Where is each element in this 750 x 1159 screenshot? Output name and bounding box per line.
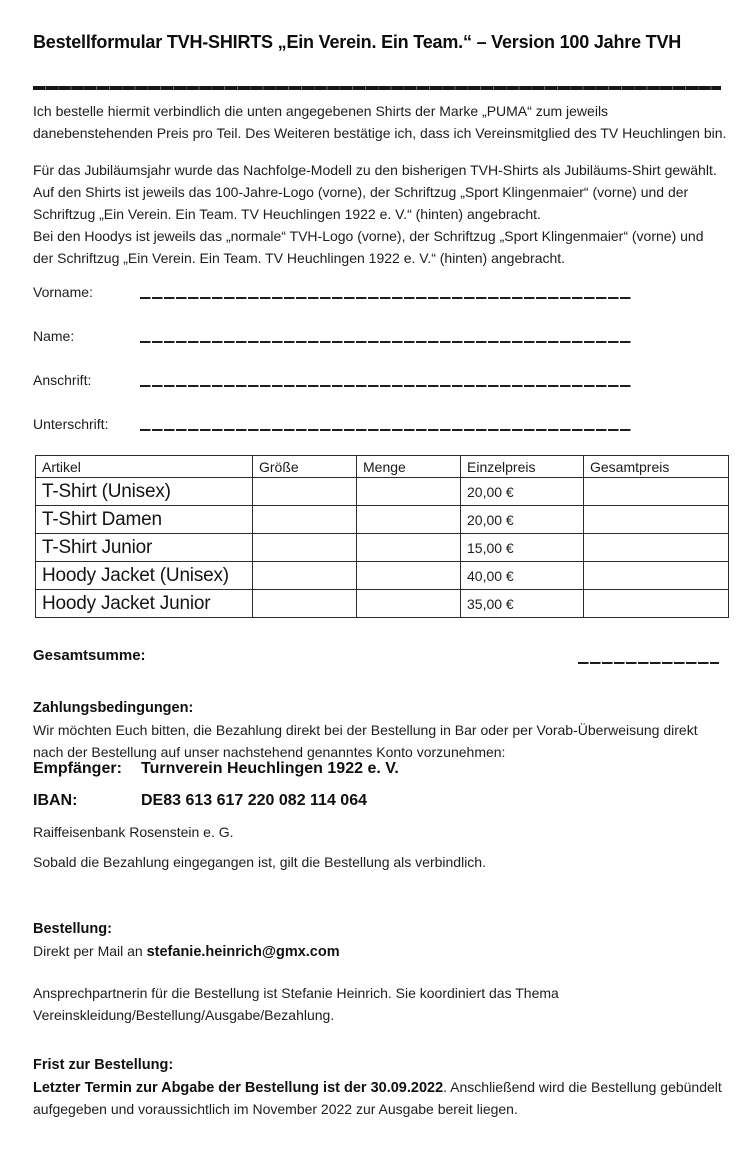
order-mail-line xyxy=(33,941,340,962)
field-label: Vorname: xyxy=(33,284,93,300)
text-line: Auf den Shirts ist jeweils das 100-Jahre-Logo (vorne), der Schriftzug „Sport Klingenmaier“ (vorne) und der xyxy=(33,184,689,200)
gesamtpreis-input-cell[interactable] xyxy=(584,562,729,590)
table-row xyxy=(36,590,729,618)
groesse-input-cell[interactable] xyxy=(253,562,357,590)
mail-prefix: Direkt per Mail an xyxy=(33,943,147,959)
menge-input-cell[interactable] xyxy=(357,478,461,506)
gesamtpreis-input-cell[interactable] xyxy=(584,506,729,534)
text-line: danebenstehenden Preis pro Teil. Des Weiteren bestätige ich, dass ich Vereinsmitglied des TV Heuchlingen bin. xyxy=(33,125,727,141)
total-input-line[interactable] xyxy=(578,662,719,664)
menge-input-cell[interactable] xyxy=(357,534,461,562)
column-header-menge: Menge xyxy=(357,456,461,478)
table-row xyxy=(36,534,729,562)
text-line: der Schriftzug „Ein Verein. Ein Team. TV Heuchlingen 1922 e. V.“ (hinten) angebracht. xyxy=(33,250,566,266)
form-title: Bestellformular TVH-SHIRTS „Ein Verein. Ein Team.“ – Version 100 Jahre TVH xyxy=(33,32,682,52)
artikel-cell: T-Shirt Junior xyxy=(36,534,253,562)
field-label: Anschrift: xyxy=(33,372,92,388)
groesse-input-cell[interactable] xyxy=(253,478,357,506)
deadline-line xyxy=(33,1077,722,1098)
column-header-groesse: Größe xyxy=(253,456,357,478)
gesamtpreis-input-cell[interactable] xyxy=(584,534,729,562)
field-label: Name: xyxy=(33,328,75,344)
table-row xyxy=(36,478,729,506)
column-header-artikel: Artikel xyxy=(36,456,253,478)
bank-name: Raiffeisenbank Rosenstein e. G. xyxy=(33,824,234,840)
einzelpreis-cell: 20,00 € xyxy=(461,506,584,534)
text-line: Ich bestelle hiermit verbindlich die unten angegebenen Shirts der Marke „PUMA“ zum jeweils xyxy=(33,103,609,119)
iban-row xyxy=(33,792,367,810)
table-header-row xyxy=(36,456,729,478)
groesse-input-cell[interactable] xyxy=(253,590,357,618)
recipient-row xyxy=(33,760,399,778)
text-line: Für das Jubiläumsjahr wurde das Nachfolge-Modell zu den bisherigen TVH-Shirts als Jubiläums-Shirt gewählt. xyxy=(33,162,717,178)
vorname-input-line[interactable] xyxy=(140,297,632,299)
field-label: Unterschrift: xyxy=(33,416,109,432)
payment-note: Sobald die Bezahlung eingegangen ist, gilt die Bestellung als verbindlich. xyxy=(33,854,486,870)
text-line: Bei den Hoodys ist jeweils das „normale“ TVH-Logo (vorne), der Schriftzug „Sport Klingenmaier“ (vorne) und xyxy=(33,228,704,244)
artikel-cell: Hoody Jacket Junior xyxy=(36,590,253,618)
deadline-heading: Frist zur Bestellung: xyxy=(33,1057,174,1073)
deadline-date-text: Letzter Termin zur Abgabe der Bestellung ist der 30.09.2022 xyxy=(33,1080,444,1096)
text-line: nach der Bestellung auf unser nachstehend genanntes Konto vorzunehmen: xyxy=(33,744,506,760)
title-rule xyxy=(33,86,721,90)
gesamtpreis-input-cell[interactable] xyxy=(584,590,729,618)
column-header-gesamtpreis: Gesamtpreis xyxy=(584,456,729,478)
payment-heading: Zahlungsbedingungen: xyxy=(33,700,194,716)
gesamtpreis-input-cell[interactable] xyxy=(584,478,729,506)
artikel-cell: T-Shirt (Unisex) xyxy=(36,478,253,506)
text-line: Ansprechpartnerin für die Bestellung ist Stefanie Heinrich. Sie koordiniert das Thema xyxy=(33,985,559,1001)
order-table xyxy=(35,455,729,618)
iban-label: IBAN: xyxy=(33,792,78,809)
einzelpreis-cell: 15,00 € xyxy=(461,534,584,562)
name-input-line[interactable] xyxy=(140,341,632,343)
order-heading: Bestellung: xyxy=(33,921,112,937)
text-line: Wir möchten Euch bitten, die Bezahlung direkt bei der Bestellung in Bar oder per Vorab-Überweisung direkt xyxy=(33,722,698,738)
recipient-label: Empfänger: xyxy=(33,760,122,777)
table-row xyxy=(36,506,729,534)
einzelpreis-cell: 40,00 € xyxy=(461,562,584,590)
deadline-rest-text: . Anschließend wird die Bestellung gebündelt xyxy=(443,1079,722,1095)
recipient-value: Turnverein Heuchlingen 1922 e. V. xyxy=(141,760,399,777)
text-line: Schriftzug „Ein Verein. Ein Team. TV Heuchlingen 1922 e. V.“ (hinten) angebracht. xyxy=(33,206,541,222)
order-email: stefanie.heinrich@gmx.com xyxy=(146,944,340,960)
text-line: Vereinskleidung/Bestellung/Ausgabe/Bezahlung. xyxy=(33,1007,335,1023)
iban-value: DE83 613 617 220 082 114 064 xyxy=(141,792,367,809)
artikel-cell: T-Shirt Damen xyxy=(36,506,253,534)
groesse-input-cell[interactable] xyxy=(253,534,357,562)
groesse-input-cell[interactable] xyxy=(253,506,357,534)
anschrift-input-line[interactable] xyxy=(140,385,632,387)
table-row xyxy=(36,562,729,590)
menge-input-cell[interactable] xyxy=(357,590,461,618)
column-header-einzelpreis: Einzelpreis xyxy=(461,456,584,478)
einzelpreis-cell: 20,00 € xyxy=(461,478,584,506)
total-label: Gesamtsumme: xyxy=(33,647,146,664)
artikel-cell: Hoody Jacket (Unisex) xyxy=(36,562,253,590)
menge-input-cell[interactable] xyxy=(357,506,461,534)
menge-input-cell[interactable] xyxy=(357,562,461,590)
unterschrift-input-line[interactable] xyxy=(140,429,632,431)
text-line: aufgegeben und voraussichtlich im November 2022 zur Ausgabe bereit liegen. xyxy=(33,1101,518,1117)
einzelpreis-cell: 35,00 € xyxy=(461,590,584,618)
